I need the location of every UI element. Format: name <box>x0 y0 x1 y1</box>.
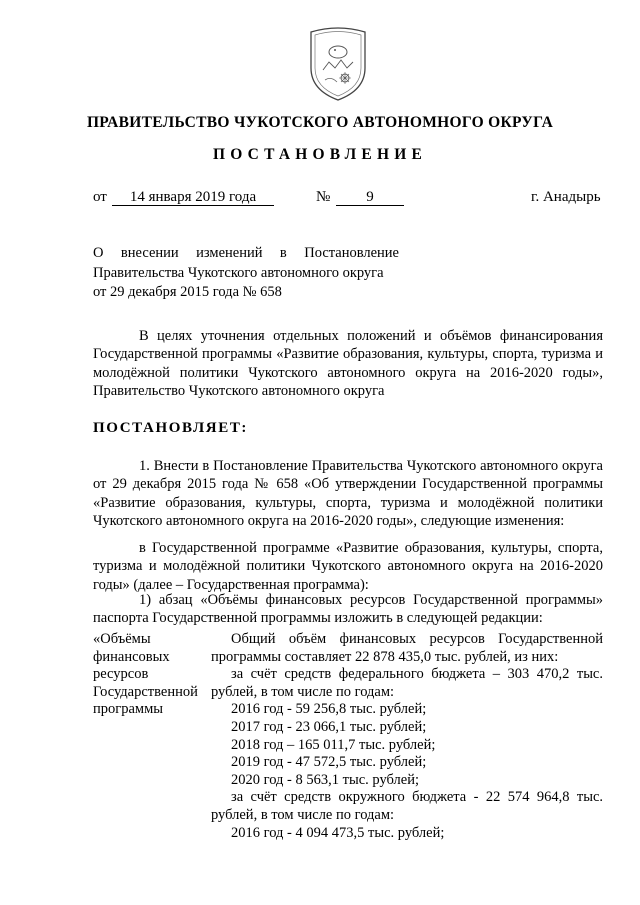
decree-heading: ПОСТАНОВЛЯЕТ: <box>93 420 249 436</box>
document-type: ПОСТАНОВЛЕНИЕ <box>212 146 428 163</box>
table-right-column <box>211 631 603 842</box>
federal-year-line: 2020 год - 8 563,1 тыс. рублей; <box>231 771 419 788</box>
city: г. Анадырь <box>531 189 601 205</box>
federal-line: рублей, в том числе по годам: <box>211 683 395 700</box>
federal-line: за счёт средств федерального бюджета – 303 470,2 тыс. <box>231 666 603 683</box>
body-paragraph-2: в Государственной программе «Развитие образования, культуры, спорта, туризма и молодёжной политики Чукотского автономного округа на 2016-2020 годы» (далее – Государственная программа): <box>93 540 603 593</box>
table-left-line: программы <box>93 701 163 718</box>
body-paragraph-1: 1. Внести в Постановление Правительства Чукотского автономного округа от 29 декабря 2015 года № 658 «Об утверждении Государственной программы «Развитие образования, культуры, спорта, туризма и молодёжной политики Чукотского автономного округа на 2016-2020 годы», следующие изменения: <box>93 458 603 530</box>
table-left-line: «Объёмы <box>93 631 151 647</box>
subject-line: от 29 декабря 2015 года № 658 <box>93 284 282 300</box>
table-left-line: ресурсов <box>93 666 149 683</box>
body-paragraph-3: 1) абзац «Объёмы финансовых ресурсов Государственной программы» паспорта Государственной программы изложить в следующей редакции: <box>93 592 603 627</box>
organization-title: ПРАВИТЕЛЬСТВО ЧУКОТСКОГО АВТОНОМНОГО ОКРУГА <box>86 114 554 131</box>
table-left-line: Государственной <box>93 683 198 700</box>
total-line: программы составляет 22 878 435,0 тыс. рублей, из них: <box>211 648 559 665</box>
federal-year-line: 2018 год – 165 011,7 тыс. рублей; <box>231 736 436 753</box>
regional-line: рублей, в том числе по годам: <box>211 806 395 823</box>
document-number: 9 <box>336 190 404 206</box>
subject-block <box>93 244 399 303</box>
regional-line: за счёт средств окружного бюджета - 22 574 964,8 тыс. <box>231 789 603 806</box>
number-field <box>336 189 404 206</box>
number-label: № <box>316 189 331 205</box>
regional-year-line: 2016 год - 4 094 473,5 тыс. рублей; <box>231 824 445 841</box>
table-left-line: финансовых <box>93 648 170 665</box>
federal-year-line: 2019 год - 47 572,5 тыс. рублей; <box>231 754 427 771</box>
coat-of-arms-emblem <box>305 22 371 104</box>
date-field <box>112 189 274 206</box>
subject-line: Правительства Чукотского автономного округа <box>93 264 384 281</box>
table-left-column <box>93 631 211 719</box>
federal-year-line: 2017 год - 23 066,1 тыс. рублей; <box>231 718 427 735</box>
federal-year-line: 2016 год - 59 256,8 тыс. рублей; <box>231 701 427 718</box>
total-line: Общий объём финансовых ресурсов Государственной <box>231 631 603 647</box>
document-date: 14 января 2019 года <box>112 190 274 206</box>
subject-line: О внесении изменений в Постановление <box>93 245 399 261</box>
preamble-paragraph: В целях уточнения отдельных положений и объёмов финансирования Государственной программы «Развитие образования, культуры, спорта, туризма и молодёжной политики Чукотского автономного округа на 2016-2020 годы», Правительство Чукотского автономного округа <box>93 328 603 400</box>
date-prefix: от <box>93 189 107 205</box>
